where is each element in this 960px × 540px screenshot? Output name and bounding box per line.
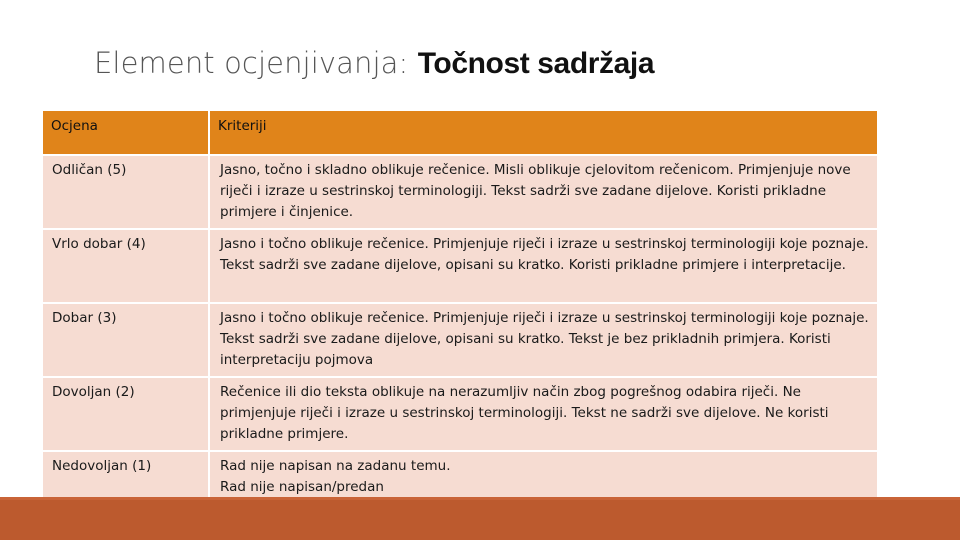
header-criteria: Kriteriji: [209, 110, 878, 155]
grade-cell: Vrlo dobar (4): [42, 229, 209, 303]
grade-cell: Dobar (3): [42, 303, 209, 377]
title-prefix: Element ocjenjivanja:: [94, 46, 418, 80]
grading-criteria-table: [41, 109, 879, 502]
grade-cell: Odličan (5): [42, 155, 209, 229]
table-row: [42, 451, 878, 501]
criteria-line: Rad nije napisan na zadanu temu.: [220, 458, 451, 474]
footer-band-highlight: [0, 497, 960, 500]
slide-title: [94, 44, 654, 81]
table-header-row: [42, 110, 878, 155]
grade-cell: Dovoljan (2): [42, 377, 209, 451]
title-emphasis: Točnost sadržaja: [417, 47, 655, 80]
footer-band: [0, 497, 960, 540]
table-row: [42, 229, 878, 303]
criteria-cell: Jasno i točno oblikuje rečenice. Primjenjuje riječi i izraze u sestrinskoj terminologiji koje poznaje. Tekst sadrži sve zadane dijelove, opisani su kratko. Tekst je bez prikladnih primjera. Koristi interpretaciju pojmova: [209, 303, 878, 377]
table-row: [42, 155, 878, 229]
criteria-cell: Jasno i točno oblikuje rečenice. Primjenjuje riječi i izraze u sestrinskoj terminologiji koje poznaje. Tekst sadrži sve zadane dijelove, opisani su kratko. Koristi prikladne primjere i interpretacije.: [209, 229, 878, 303]
grade-cell: Nedovoljan (1): [42, 451, 209, 501]
table-row: [42, 303, 878, 377]
header-grade: Ocjena: [42, 110, 209, 155]
table-row: [42, 377, 878, 451]
criteria-cell: Jasno, točno i skladno oblikuje rečenice. Misli oblikuje cjelovitom rečenicom. Primjenjuje nove riječi i izraze u sestrinskoj terminologiji. Tekst sadrži sve zadane dijelove. Koristi prikladne primjere i činjenice.: [209, 155, 878, 229]
criteria-cell: Rečenice ili dio teksta oblikuje na nerazumljiv način zbog pogrešnog odabira riječi. Ne primjenjuje riječi i izraze u sestrinskoj terminologiji. Tekst ne sadrži sve dijelove. Ne koristi prikladne primjere.: [209, 377, 878, 451]
criteria-line: Rad nije napisan/predan: [220, 479, 384, 495]
criteria-cell: [209, 451, 878, 501]
